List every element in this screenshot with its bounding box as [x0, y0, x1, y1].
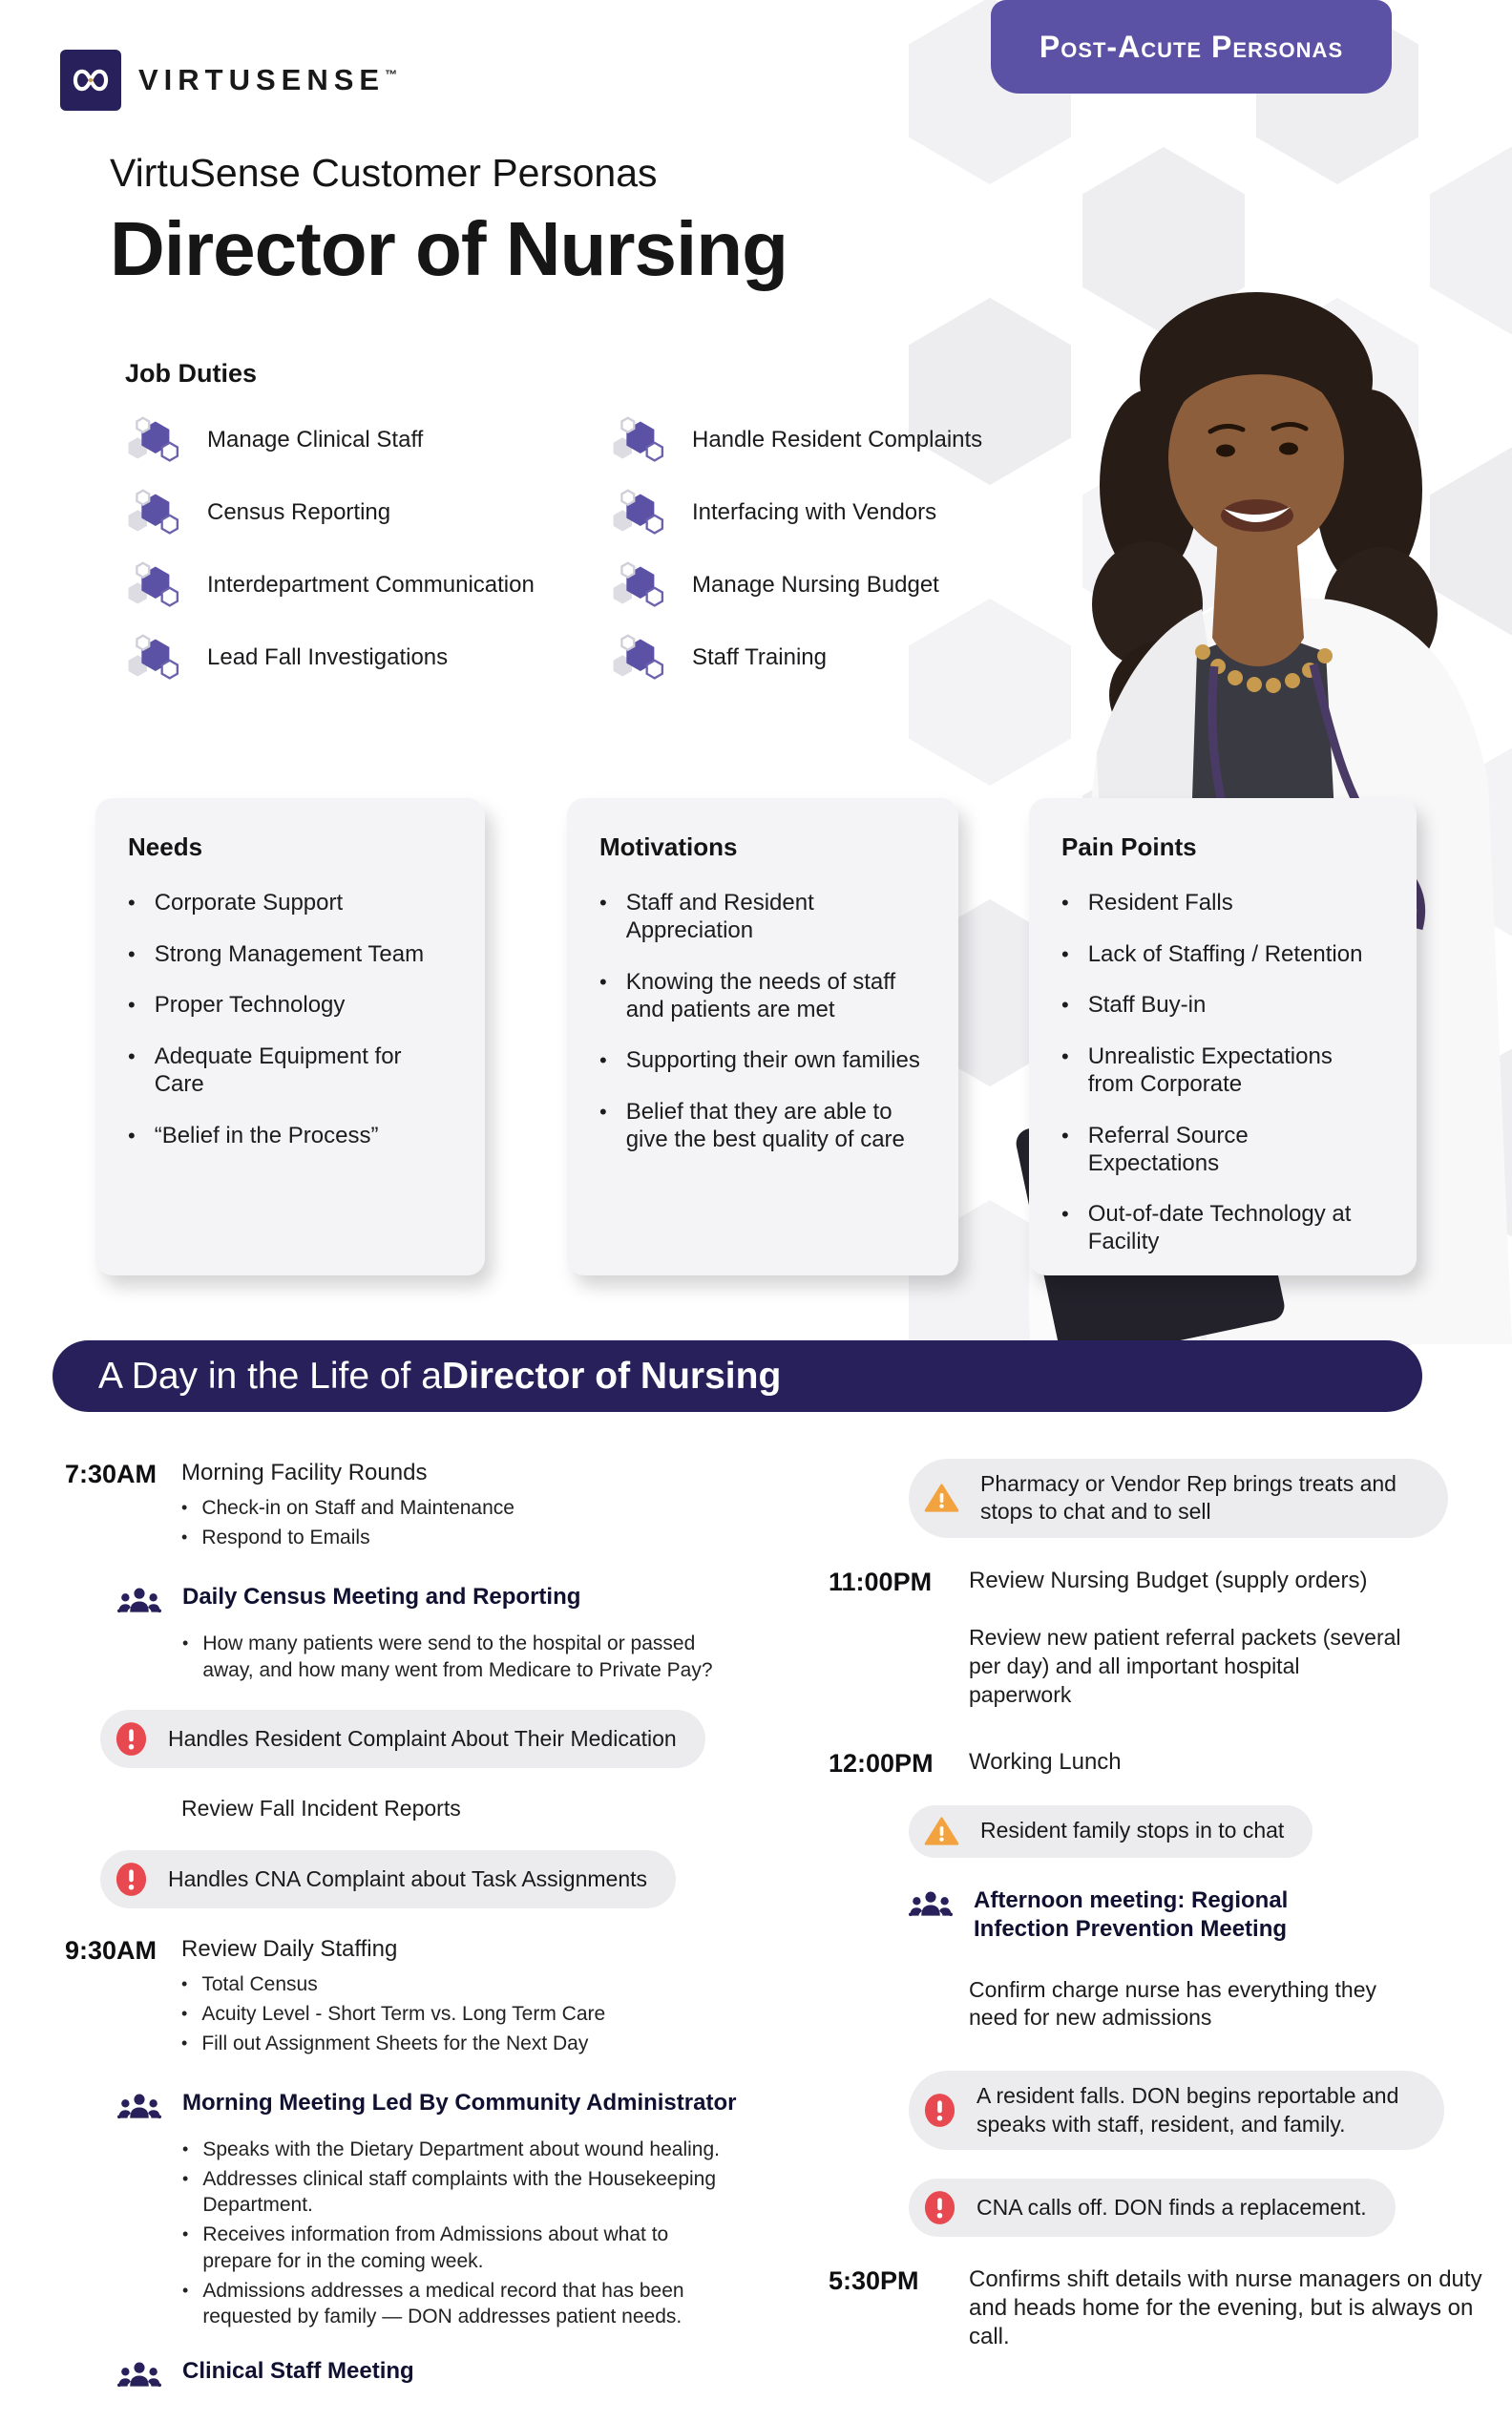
- job-duty-label: Census Reporting: [207, 499, 391, 525]
- hexagon-cluster-icon: [125, 632, 182, 684]
- bullet-item: [181, 1495, 514, 1522]
- bullet-dot: •: [181, 1974, 188, 1994]
- card-bullet-item: [1061, 940, 1384, 969]
- meeting-header: [117, 1583, 802, 1621]
- time-content: [969, 1748, 1122, 1779]
- time-title: Confirms shift details with nurse managers on duty and heads home for the evening, but is always on call.: [969, 2266, 1482, 2350]
- alert-pill-red: [909, 2179, 1396, 2237]
- time-label: 7:30AM: [65, 1460, 158, 1488]
- card-bullet-item: [128, 991, 452, 1020]
- group-icon: [117, 2089, 161, 2127]
- bullet-dot: •: [599, 1099, 607, 1124]
- meeting-title: Morning Meeting Led By Community Administrator: [182, 2089, 737, 2116]
- card-bullet-text: Proper Technology: [154, 992, 346, 1019]
- warning-triangle-icon: [924, 1484, 959, 1513]
- eyebrow: VirtuSense Customer Personas: [110, 151, 658, 195]
- card-bullet-text: Adequate Equipment for Care: [154, 1043, 402, 1098]
- pain-points-list: [1061, 889, 1384, 1256]
- time-title: Morning Facility Rounds: [181, 1460, 428, 1485]
- bullet-dot: •: [182, 1632, 189, 1653]
- hexagon-cluster-icon: [610, 632, 667, 684]
- job-duty-item: [610, 562, 982, 608]
- timeline-note: Review Fall Incident Reports: [181, 1796, 461, 1822]
- bullet-item: [182, 2278, 802, 2330]
- card-bullet-item: [1061, 1043, 1384, 1099]
- group-icon: [909, 1886, 953, 1925]
- bullet-dot: •: [1061, 1202, 1069, 1227]
- job-duty-label: Interfacing with Vendors: [692, 499, 937, 525]
- hero: [110, 151, 788, 293]
- bullet-item: [181, 1971, 605, 1998]
- needs-heading: Needs: [128, 832, 203, 861]
- virtusense-logo-text: [138, 63, 397, 97]
- meeting-header: [117, 2357, 802, 2395]
- logo-wordmark: VIRTUSENSE: [138, 63, 386, 96]
- card-bullet-item: [128, 1043, 452, 1099]
- card-bullet-item: [1061, 1122, 1384, 1178]
- bullet-item: [182, 2222, 802, 2274]
- post-acute-personas-badge: Post-Acute Personas: [991, 0, 1392, 94]
- group-icon: [117, 1583, 161, 1621]
- motivations-heading: Motivations: [599, 832, 738, 861]
- time-label: 5:30PM: [829, 2266, 919, 2296]
- meeting-header: [909, 1886, 1512, 1944]
- card-bullet-text: Staff and Resident Appreciation: [625, 890, 814, 944]
- card-bullet-text: Corporate Support: [154, 890, 344, 916]
- hexagon-cluster-icon: [610, 559, 667, 611]
- bullet-dot: •: [181, 2032, 188, 2053]
- alert-pill-red: [100, 1850, 676, 1908]
- job-duty-item: [610, 635, 982, 681]
- bullet-text: Addresses clinical staff complaints with the Housekeeping Department.: [202, 2167, 717, 2217]
- needs-list: [128, 889, 452, 1149]
- bullet-dot: •: [182, 2280, 189, 2300]
- alert-text: Pharmacy or Vendor Rep brings treats and stops to chat and to sell: [980, 1471, 1396, 1525]
- timeline-time-item: [65, 1935, 802, 2060]
- bullet-text: Fill out Assignment Sheets for the Next Day: [201, 2032, 589, 2054]
- timeline-time-item: [65, 1459, 802, 1554]
- bullet-dot: •: [1061, 1123, 1069, 1148]
- bullet-list: [181, 1971, 605, 2057]
- motivations-list: [599, 889, 926, 1153]
- exclamation-circle-icon: [116, 1721, 147, 1757]
- bullet-item: [182, 2166, 802, 2219]
- bullet-dot: •: [1061, 993, 1069, 1018]
- card-bullet-item: [599, 1046, 926, 1075]
- bullet-text: Receives information from Admissions about what to prepare for in the coming week.: [202, 2223, 669, 2272]
- bullet-dot: •: [128, 1123, 136, 1148]
- card-bullet-item: [599, 889, 926, 945]
- bullet-dot: •: [182, 2224, 189, 2244]
- job-duty-item: [610, 417, 982, 463]
- alert-text: A resident falls. DON begins reportable and speaks with staff, resident, and family.: [976, 2083, 1399, 2137]
- virtusense-logo-icon: [60, 50, 121, 111]
- job-duty-item: [125, 490, 610, 536]
- card-bullet-text: Staff Buy-in: [1087, 992, 1207, 1019]
- alert-pill-red: [100, 1710, 705, 1768]
- bullet-item: [181, 1525, 514, 1551]
- bullet-dot: •: [1061, 891, 1069, 915]
- meeting-header: [117, 2089, 802, 2127]
- warning-triangle-icon: [924, 1817, 959, 1846]
- bullet-item: [182, 1631, 802, 1683]
- pain-points-card: [1029, 798, 1417, 1275]
- banner-prefix: A Day in the Life of a: [98, 1355, 442, 1397]
- job-duties-section: [125, 359, 982, 681]
- bullet-list: [117, 1631, 802, 1683]
- bullet-list: [181, 1495, 514, 1551]
- alert-pill-orange: [909, 1805, 1312, 1858]
- pain-points-heading: Pain Points: [1061, 832, 1197, 861]
- job-duty-label: Lead Fall Investigations: [207, 644, 449, 670]
- time-title: Working Lunch: [969, 1748, 1122, 1775]
- meeting-title: Daily Census Meeting and Reporting: [182, 1583, 581, 1610]
- bullet-text: How many patients were send to the hospital or passed away, and how many went from Medicare to Private Pay?: [202, 1632, 713, 1681]
- bullet-dot: •: [128, 941, 136, 966]
- bullet-dot: •: [128, 891, 136, 915]
- bullet-text: Speaks with the Dietary Department about wound healing.: [202, 2138, 720, 2160]
- bullet-item: [181, 2031, 605, 2057]
- card-bullet-item: [599, 968, 926, 1024]
- time-label: 12:00PM: [829, 1748, 934, 1778]
- meeting-title: Clinical Staff Meeting: [182, 2357, 414, 2384]
- bullet-dot: •: [182, 2138, 189, 2159]
- alert-text: Handles CNA Complaint about Task Assignments: [168, 1865, 648, 1891]
- bullet-text: Admissions addresses a medical record that has been requested by family — DON addresses patient needs.: [202, 2279, 684, 2328]
- timeline-note: Confirm charge nurse has everything they need for new admissions: [969, 1976, 1376, 2031]
- bullet-list: [117, 2137, 802, 2330]
- alert-pill-red: [909, 2071, 1444, 2150]
- bullet-dot: •: [599, 969, 607, 994]
- trademark-symbol: ™: [385, 67, 398, 82]
- alert-text: CNA calls off. DON finds a replacement.: [976, 2194, 1367, 2220]
- card-bullet-text: Resident Falls: [1087, 890, 1233, 916]
- timeline-meeting-item: [909, 1886, 1512, 1944]
- day-in-the-life-banner: [52, 1340, 1422, 1412]
- timeline-column-left: [65, 1459, 802, 2422]
- time-content: [181, 1459, 514, 1554]
- bullet-dot: •: [181, 2004, 188, 2023]
- timeline-time-item: [829, 2265, 1512, 2351]
- card-bullet-text: Unrealistic Expectations from Corporate: [1087, 1043, 1333, 1098]
- hexagon-cluster-icon: [125, 414, 182, 466]
- timeline-column-right: [829, 1459, 1512, 2378]
- job-duty-label: Staff Training: [692, 644, 827, 670]
- card-bullet-item: [128, 940, 452, 969]
- virtusense-logo: [60, 50, 397, 111]
- alert-text: Handles Resident Complaint About Their Medication: [168, 1726, 677, 1751]
- card-bullet-item: [128, 889, 452, 917]
- card-bullet-text: Knowing the needs of staff and patients are met: [625, 968, 896, 1022]
- job-duty-item: [125, 417, 610, 463]
- group-icon: [117, 2357, 161, 2395]
- bullet-dot: •: [181, 1498, 188, 1517]
- bullet-dot: •: [128, 993, 136, 1018]
- job-duty-label: Manage Nursing Budget: [692, 572, 939, 598]
- timeline-meeting-item: [117, 1583, 802, 1683]
- bullet-text: Respond to Emails: [201, 1526, 370, 1548]
- card-bullet-text: Supporting their own families: [625, 1047, 920, 1074]
- job-duties-grid: [125, 417, 982, 681]
- card-bullet-item: [599, 1098, 926, 1154]
- card-bullet-text: Belief that they are able to give the best quality of care: [625, 1098, 905, 1153]
- timeline-time-item: [829, 1567, 1512, 1597]
- job-duties-column-right: [610, 417, 982, 681]
- bullet-item: [181, 2001, 605, 2028]
- hexagon-cluster-icon: [610, 414, 667, 466]
- meeting-title: Afternoon meeting: Regional Infection Prevention Meeting: [974, 1886, 1289, 1942]
- job-duty-label: Manage Clinical Staff: [207, 427, 424, 453]
- timeline-meeting-item: [117, 2089, 802, 2330]
- bullet-text: Total Census: [201, 1973, 318, 1996]
- card-bullet-item: [1061, 991, 1384, 1020]
- alert-pill-orange: [909, 1459, 1448, 1538]
- card-bullet-item: [128, 1122, 452, 1150]
- job-duty-item: [125, 562, 610, 608]
- job-duty-label: Handle Resident Complaints: [692, 427, 983, 453]
- timeline-note: Review new patient referral packets (several per day) and all important hospital paperwork: [969, 1624, 1401, 1707]
- banner-emphasis: Director of Nursing: [441, 1355, 782, 1397]
- exclamation-circle-icon: [924, 2190, 956, 2225]
- job-duty-label: Interdepartment Communication: [207, 572, 535, 598]
- bullet-dot: •: [599, 891, 607, 915]
- bullet-dot: •: [1061, 1044, 1069, 1069]
- bullet-item: [182, 2137, 802, 2163]
- timeline-time-item: [829, 1748, 1512, 1779]
- timeline-meeting-item: [117, 2357, 802, 2395]
- time-label: 9:30AM: [65, 1936, 158, 1966]
- time-content: [969, 2265, 1489, 2351]
- job-duty-item: [610, 490, 982, 536]
- bullet-dot: •: [128, 1044, 136, 1069]
- card-bullet-text: “Belief in the Process”: [154, 1122, 379, 1148]
- card-bullet-item: [1061, 889, 1384, 917]
- job-duty-item: [125, 635, 610, 681]
- bullet-text: Acuity Level - Short Term vs. Long Term Care: [201, 2003, 606, 2025]
- bullet-dot: •: [181, 1527, 188, 1547]
- card-bullet-item: [1061, 1200, 1384, 1256]
- time-label: 11:00PM: [829, 1567, 933, 1596]
- time-title: Review Nursing Budget (supply orders): [969, 1567, 1368, 1593]
- card-bullet-text: Referral Source Expectations: [1087, 1122, 1249, 1176]
- time-content: [969, 1567, 1368, 1597]
- card-bullet-text: Lack of Staffing / Retention: [1087, 940, 1363, 967]
- job-duties-column-left: [125, 417, 610, 681]
- needs-card: [95, 798, 485, 1275]
- time-title: Review Daily Staffing: [181, 1936, 398, 1963]
- hexagon-cluster-icon: [125, 487, 182, 538]
- job-duties-heading: Job Duties: [125, 359, 258, 388]
- alert-text: Resident family stops in to chat: [980, 1818, 1285, 1843]
- exclamation-circle-icon: [924, 2093, 956, 2128]
- motivations-card: [567, 798, 958, 1275]
- exclamation-circle-icon: [116, 1862, 147, 1897]
- bullet-text: Check-in on Staff and Maintenance: [201, 1497, 514, 1519]
- hexagon-cluster-icon: [125, 559, 182, 611]
- time-content: [181, 1935, 605, 2060]
- bullet-dot: •: [599, 1048, 607, 1073]
- bullet-dot: •: [1061, 941, 1069, 966]
- bullet-dot: •: [182, 2168, 189, 2188]
- page-title: Director of Nursing: [110, 206, 788, 291]
- card-bullet-text: Out-of-date Technology at Facility: [1087, 1201, 1352, 1255]
- hexagon-cluster-icon: [610, 487, 667, 538]
- card-bullet-text: Strong Management Team: [154, 940, 425, 967]
